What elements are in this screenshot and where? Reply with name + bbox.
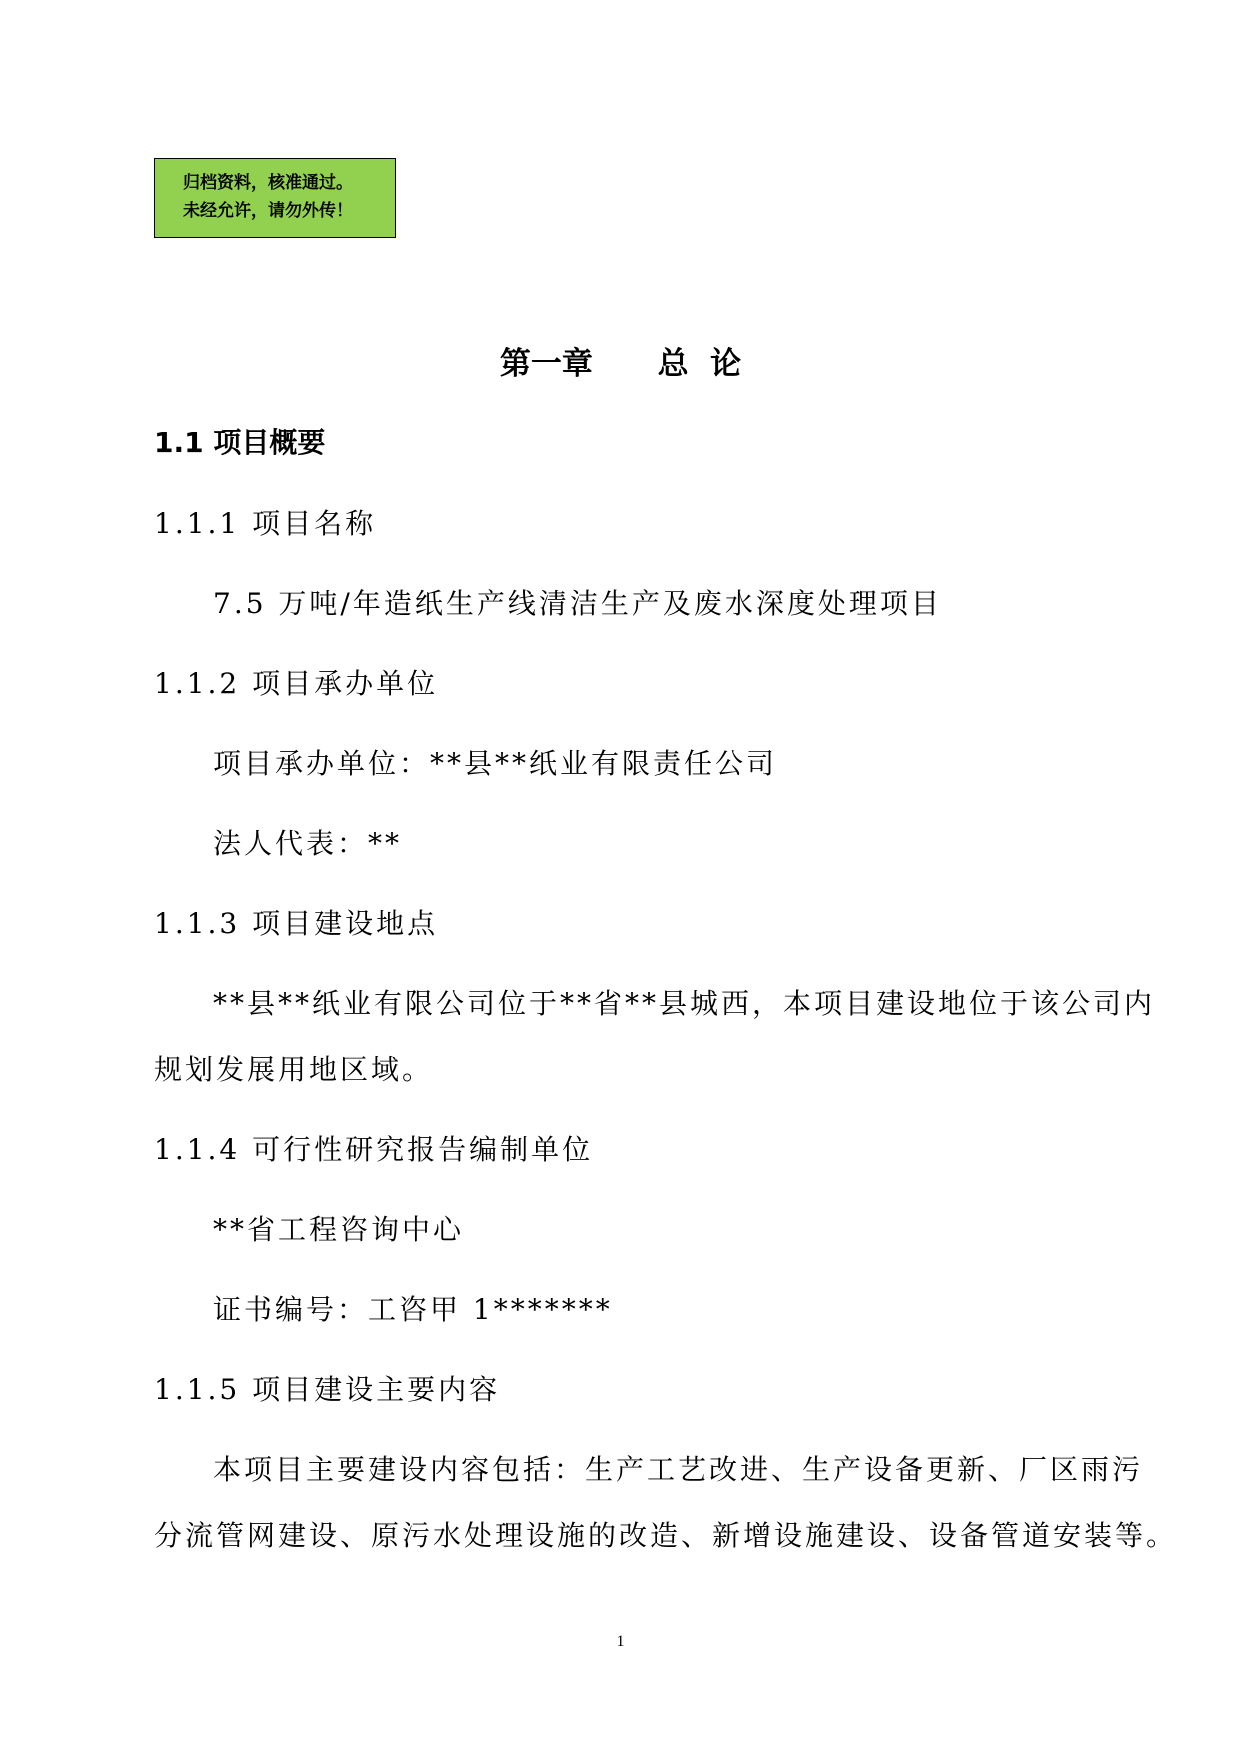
section-heading: 1.1 项目概要 <box>154 426 326 459</box>
report-org-heading: 1.1.4 可行性研究报告编制单位 <box>154 1133 594 1166</box>
project-unit-value: 项目承办单位：**县**纸业有限责任公司 <box>213 747 778 780</box>
project-site-heading: 1.1.3 项目建设地点 <box>154 907 439 940</box>
content-line-2: 分流管网建设、原污水处理设施的改造、新增设施建设、设备管道安装等。 <box>154 1519 1178 1552</box>
archive-stamp <box>154 158 396 238</box>
content-line-1: 本项目主要建设内容包括：生产工艺改进、生产设备更新、厂区雨污 <box>213 1453 1144 1486</box>
content-heading: 1.1.5 项目建设主要内容 <box>154 1373 501 1406</box>
project-name-value: 7.5 万吨/年造纸生产线清洁生产及废水深度处理项目 <box>213 587 942 620</box>
certificate-number: 证书编号：工咨甲 1******* <box>213 1293 613 1326</box>
project-unit-heading: 1.1.2 项目承办单位 <box>154 667 439 700</box>
project-site-line-2: 规划发展用地区域。 <box>154 1053 434 1086</box>
report-org-name: **省工程咨询中心 <box>213 1213 465 1246</box>
stamp-line-1: 归档资料，核准通过。 <box>183 173 353 193</box>
project-name-heading: 1.1.1 项目名称 <box>154 507 377 540</box>
chapter-title: 第一章 总 论 <box>499 346 742 382</box>
stamp-line-2: 未经允许，请勿外传！ <box>183 201 353 221</box>
legal-representative: 法人代表：** <box>213 827 403 860</box>
page-number: 1 <box>616 1633 625 1650</box>
project-site-line-1: **县**纸业有限公司位于**省**县城西，本项目建设地位于该公司内 <box>213 987 1156 1020</box>
